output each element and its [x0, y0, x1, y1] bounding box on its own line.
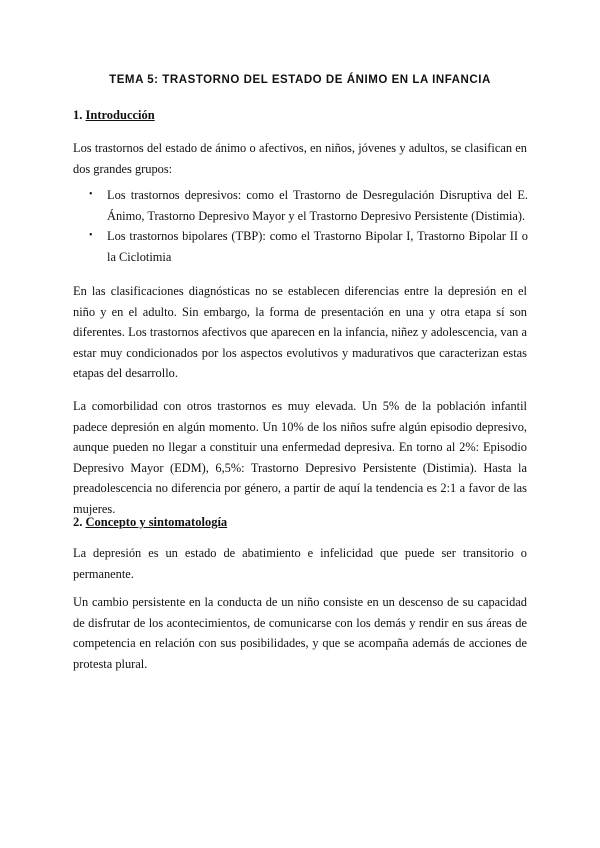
list-item-text: Los trastornos bipolares (TBP): como el Trastorno Bipolar I, Trastorno Bipolar II o la Ciclotimia — [107, 229, 528, 264]
section-1-title: Introducción — [85, 108, 155, 122]
section-1-paragraph-3: La comorbilidad con otros trastornos es muy elevada. Un 5% de la población infantil padece depresión en algún momento. Un 10% de los niños sufre algún episodio depresivo, aunque pueden no llegar a constituir una enfermedad depresiva. En torno al 2%: Episodio Depresivo Mayor (EDM), 6,5%: Trastorno Depresivo Persistente (Distimia). Hasta la preadolescencia no diferencia por género, a partir de aquí la tendencia es 2:1 a favor de las mujeres. — [73, 399, 527, 516]
section-1-paragraph-2: En las clasificaciones diagnósticas no se establecen diferencias entre la depresión en el niño y en el adulto. Sin embargo, la forma de presentación en una y otra etapa sí son diferentes. Los trastornos afectivos que aparecen en la infancia, niñez y adolescencia, van a estar muy condicionados por los aspectos evolutivos y madurativos que caracterizan estas etapas del desarrollo. — [73, 284, 527, 380]
list-item — [72, 226, 528, 267]
bullet-icon: • — [89, 189, 93, 200]
disorder-groups-list — [72, 185, 528, 267]
section-1-heading — [73, 108, 155, 123]
section-2-title: Concepto y sintomatología — [85, 515, 228, 529]
section-2-number: 2. — [73, 515, 83, 529]
list-item-text: Los trastornos depresivos: como el Trastorno de Desregulación Disruptiva del E. Ánimo, Trastorno Depresivo Mayor y el Trastorno Depresivo Persistente (Distimia). — [107, 188, 528, 223]
document-title: TEMA 5: TRASTORNO DEL ESTADO DE ÁNIMO EN LA INFANCIA — [109, 74, 491, 86]
section-1-intro: Los trastornos del estado de ánimo o afectivos, en niños, jóvenes y adultos, se clasifican en dos grandes grupos: — [73, 141, 527, 176]
section-2-paragraph-2: Un cambio persistente en la conducta de un niño consiste en un descenso de su capacidad de disfrutar de los acontecimientos, de comunicarse con los demás y rendir en sus áreas de competencia en relación con sus posibilidades, y que se acompaña además de acciones de protesta plural. — [73, 595, 527, 671]
section-1-number: 1. — [73, 108, 83, 122]
section-2-paragraph-1: La depresión es un estado de abatimiento e infelicidad que puede ser transitorio o permanente. — [73, 546, 527, 581]
bullet-icon: • — [89, 230, 93, 241]
list-item — [72, 185, 528, 226]
section-2-heading — [73, 515, 227, 530]
